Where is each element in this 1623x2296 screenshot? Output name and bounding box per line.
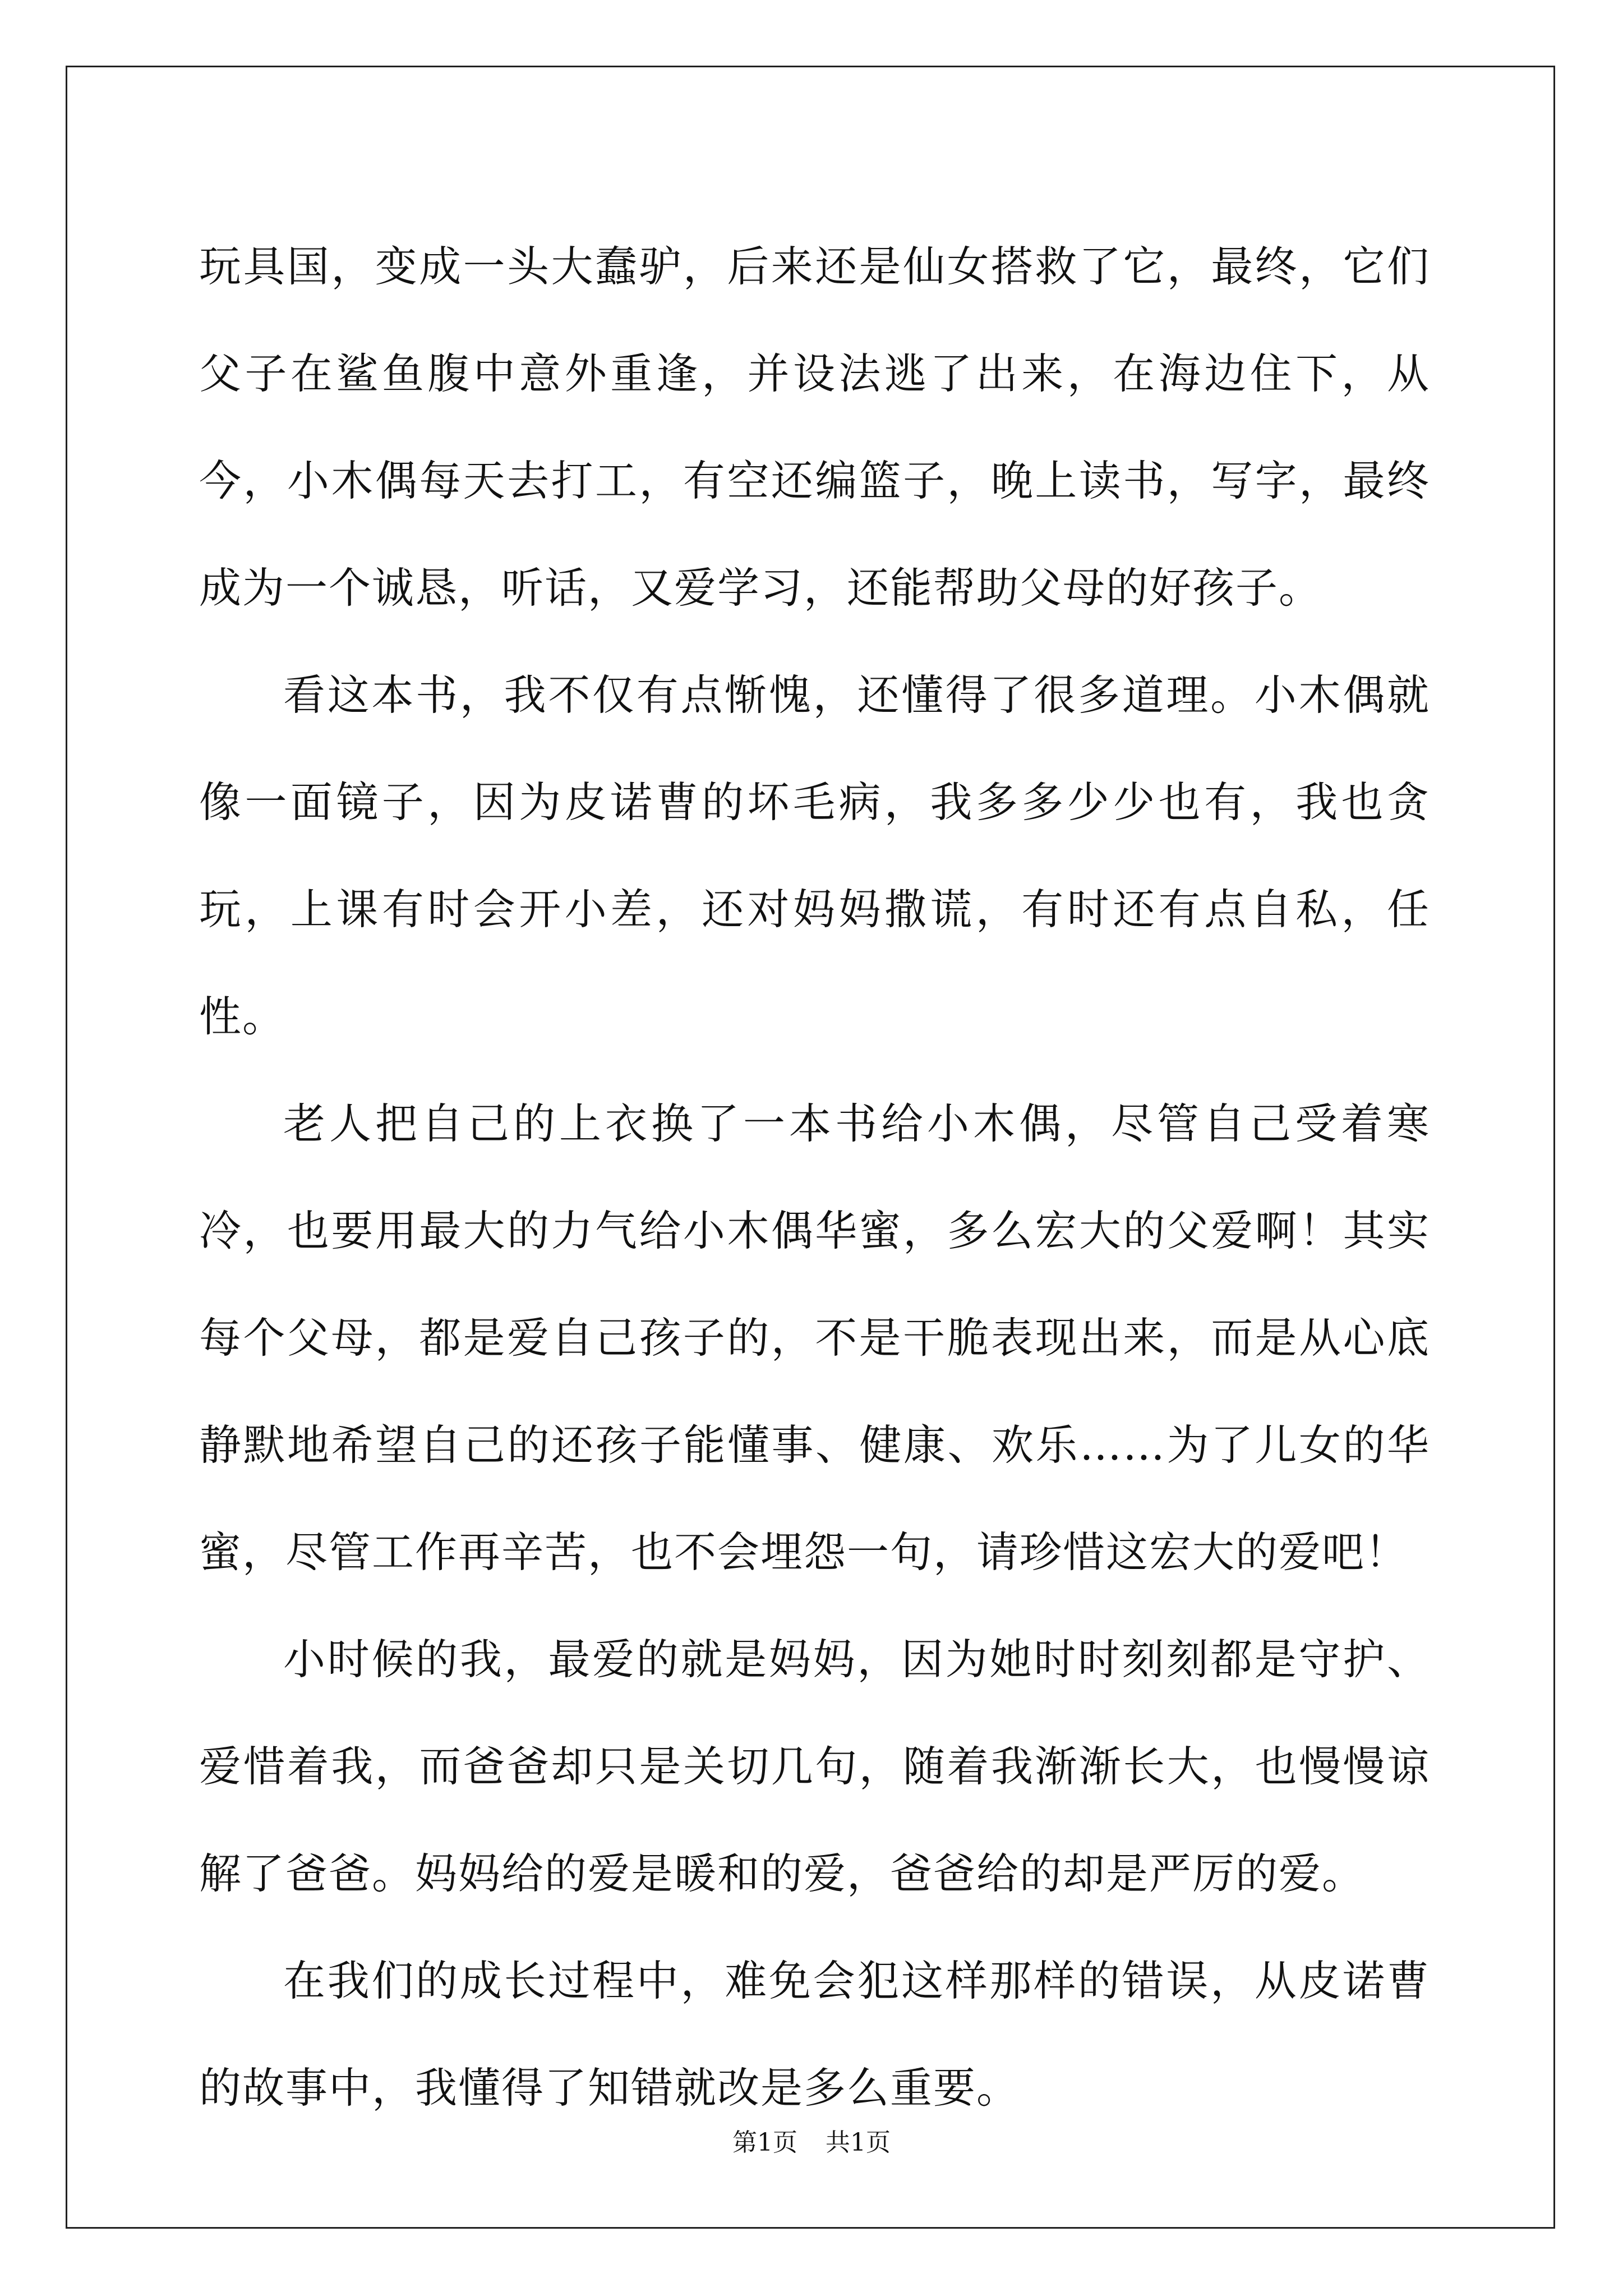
paragraph-2: 看这本书，我不仅有点惭愧，还懂得了很多道理。小木偶就像一面镜子，因为皮诺曹的坏毛病，我多多少少也有，我也贪玩，上课有时会开小差，还对妈妈撒谎，有时还有点自私，任性。 [199, 670, 1430, 1041]
page-total: 共1页 [826, 2128, 891, 2157]
paragraph-4: 小时候的我，最爱的就是妈妈，因为她时时刻刻都是守护、爱惜着我，而爸爸却只是关切几句，随着我渐渐长大，也慢慢谅解了爸爸。妈妈给的爱是暖和的爱，爸爸给的却是严厉的爱。 [199, 1635, 1430, 1898]
paragraph-3: 老人把自己的上衣换了一本书给小木偶，尽管自己受着寒冷，也要用最大的力气给小木偶华蜜，多么宏大的父爱啊！其实每个父母，都是爱自己孩子的，不是干脆表现出来，而是从心底静默地希望自己的还孩子能懂事、健康、欢乐……为了儿女的华蜜，尽管工作再辛苦，也不会埋怨一句，请珍惜这宏大的爱吧！ [199, 1099, 1430, 1577]
page-number: 第1页 [732, 2128, 797, 2157]
page-footer [0, 2126, 1623, 2160]
paragraph-1: 玩具国，变成一头大蠢驴，后来还是仙女搭救了它，最终，它们父子在鲨鱼腹中意外重逢，并设法逃了出来，在海边住下，从今，小木偶每天去打工，有空还编篮子，晚上读书，写字，最终成为一个诚恳，听话，又爱学习，还能帮助父母的好孩子。 [199, 242, 1430, 613]
paragraph-5: 在我们的成长过程中，难免会犯这样那样的错误，从皮诺曹的故事中，我懂得了知错就改是多么重要。 [199, 1956, 1430, 2113]
document-body [199, 213, 1430, 2142]
